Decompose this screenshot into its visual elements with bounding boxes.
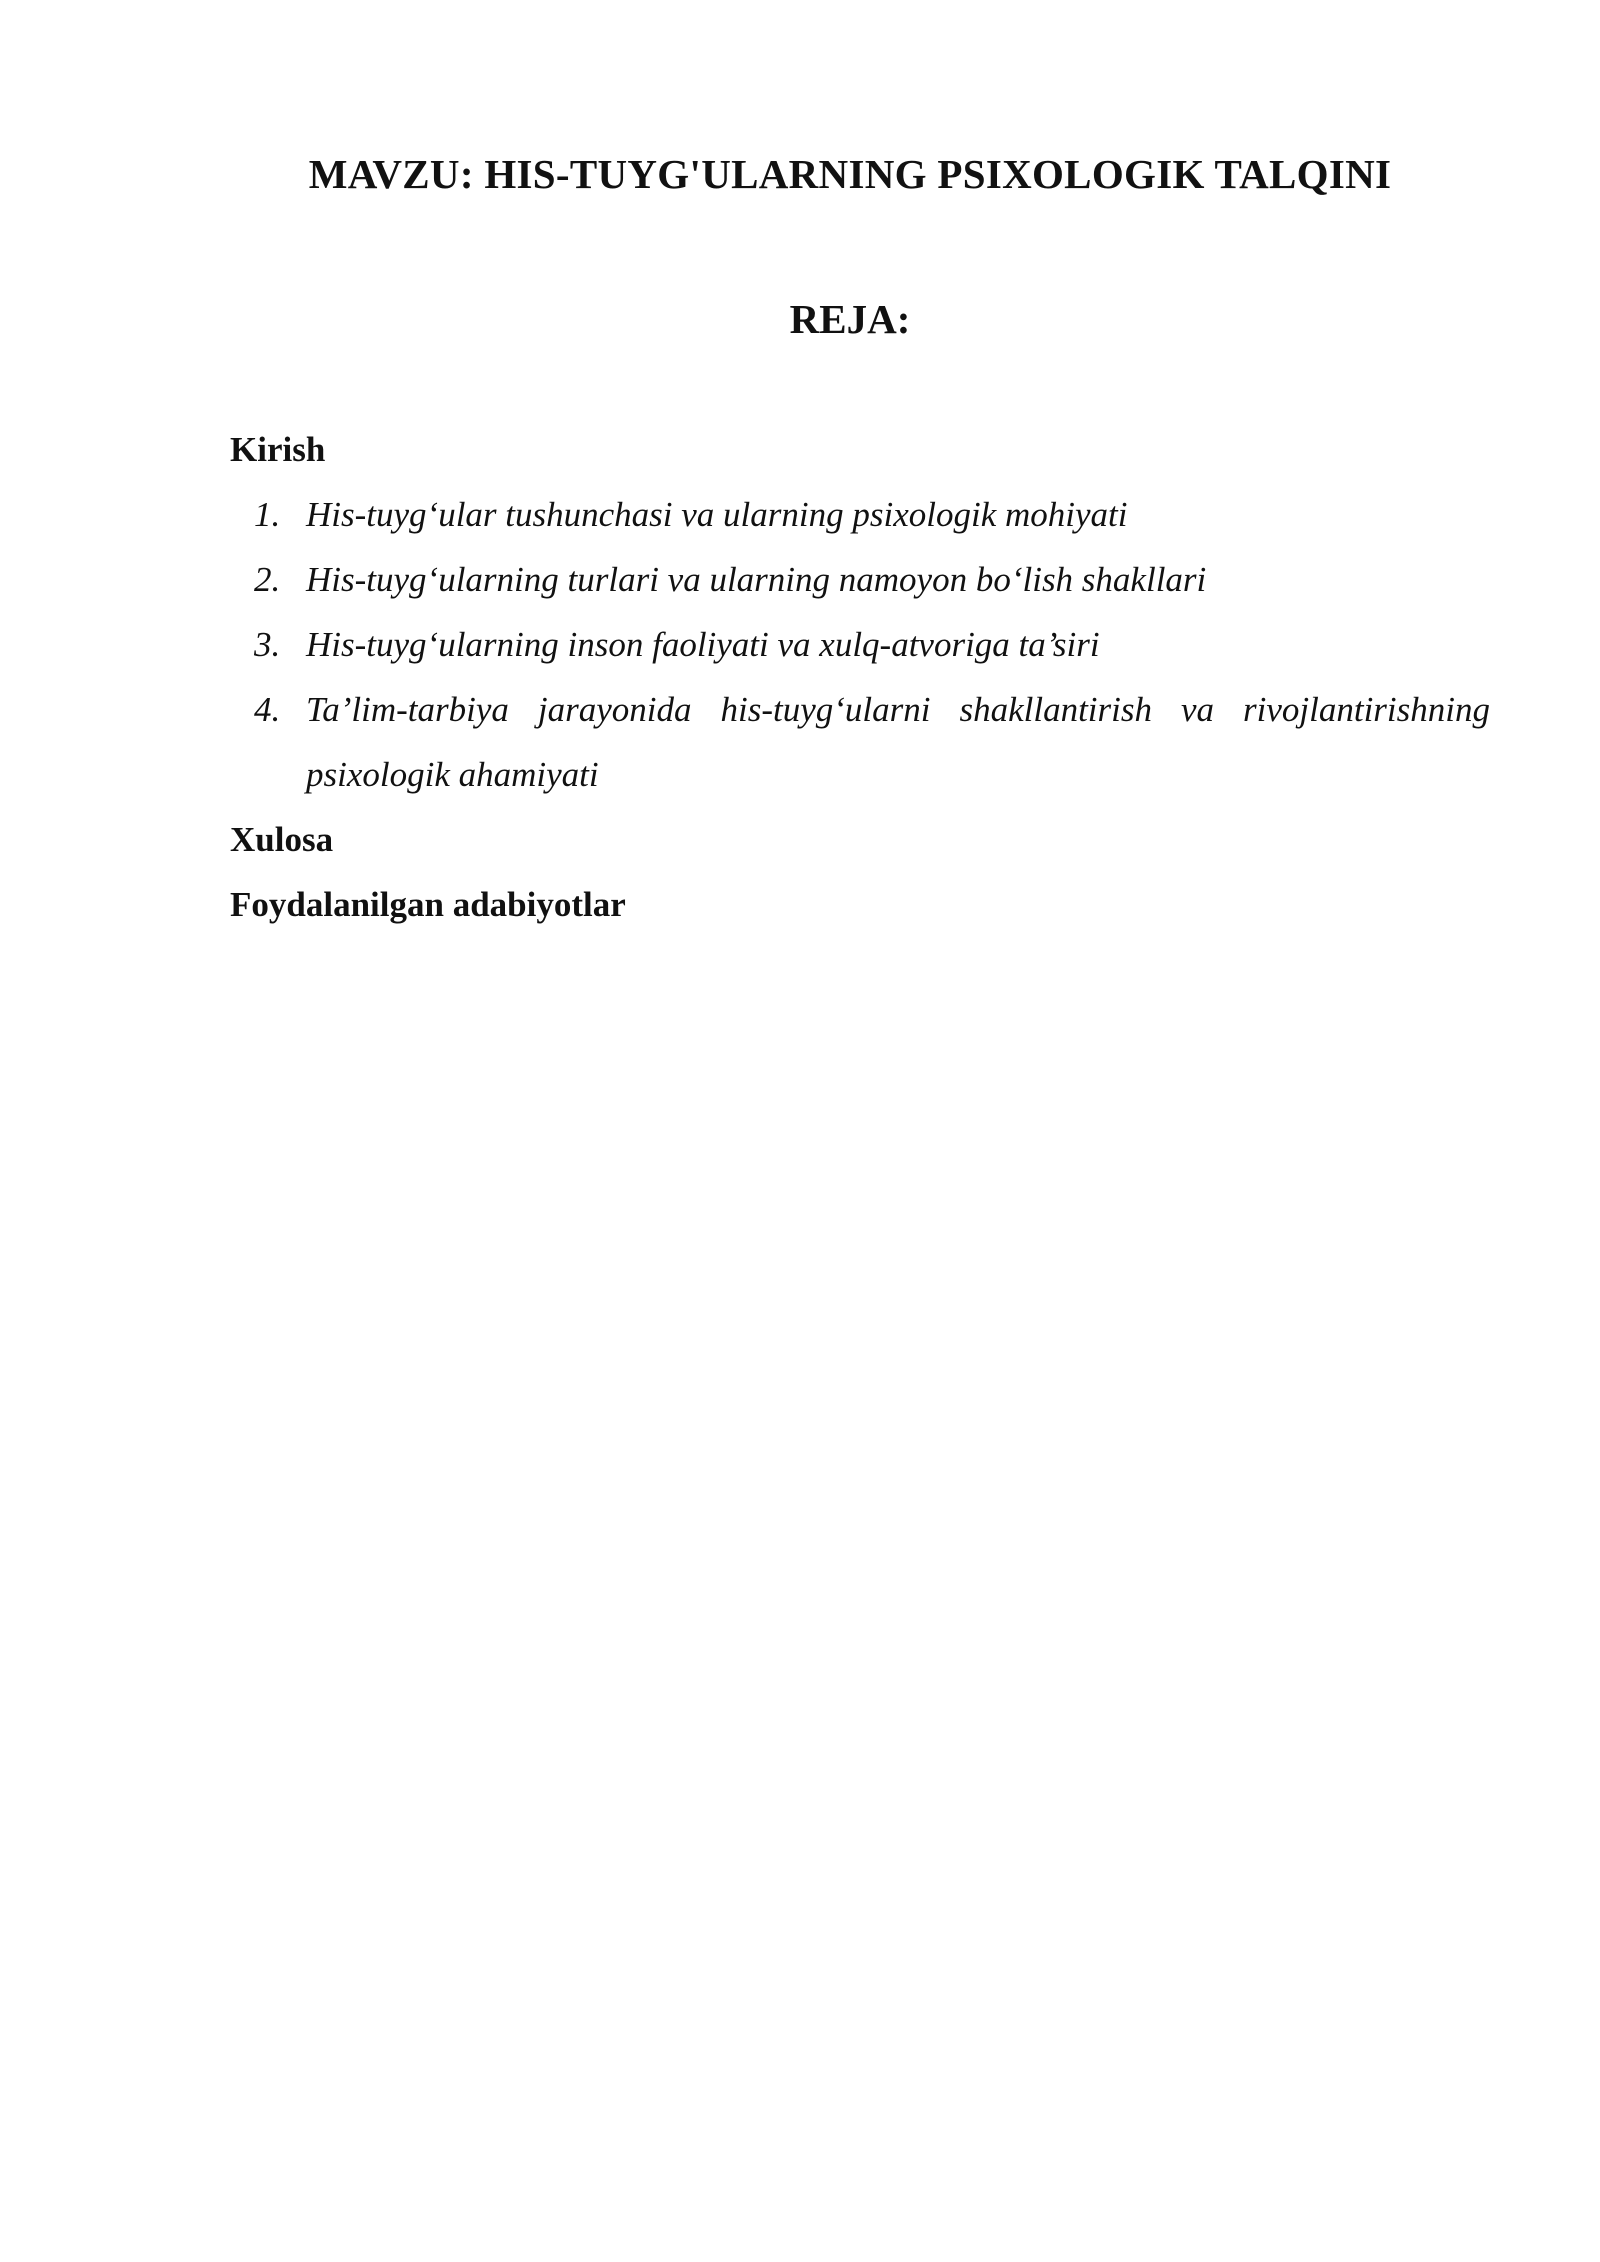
list-item-text: Ta’lim-tarbiya jarayonida his-tuyg‘ularni shakllantirish va rivojlantirishning psixologik ahamiyati xyxy=(306,690,1490,794)
plan-items xyxy=(230,482,1490,807)
list-item-text: His-tuyg‘ularning inson faoliyati va xulq-atvoriga ta’siri xyxy=(306,625,1100,664)
list-item-text: His-tuyg‘ularning turlari va ularning namoyon bo‘lish shakllari xyxy=(306,560,1207,599)
list-item-text: His-tuyg‘ular tushunchasi va ularning psixologik mohiyati xyxy=(306,495,1128,534)
section-references: Foydalanilgan adabiyotlar xyxy=(230,885,626,924)
plan-heading: REJA: xyxy=(789,296,911,342)
list-item-number: 4. xyxy=(254,690,281,729)
list-item xyxy=(230,677,1490,807)
page-title: MAVZU: HIS-TUYG'ULARNING PSIXOLOGIK TALQINI xyxy=(308,151,1392,197)
list-item-number: 2. xyxy=(254,560,281,599)
list-item xyxy=(230,547,1490,612)
plan-list xyxy=(230,417,1490,937)
section-conclusion: Xulosa xyxy=(230,820,334,859)
list-item-number: 3. xyxy=(254,625,281,664)
list-item xyxy=(230,612,1490,677)
list-item-number: 1. xyxy=(254,495,281,534)
list-item xyxy=(230,482,1490,547)
section-intro: Kirish xyxy=(230,430,326,469)
